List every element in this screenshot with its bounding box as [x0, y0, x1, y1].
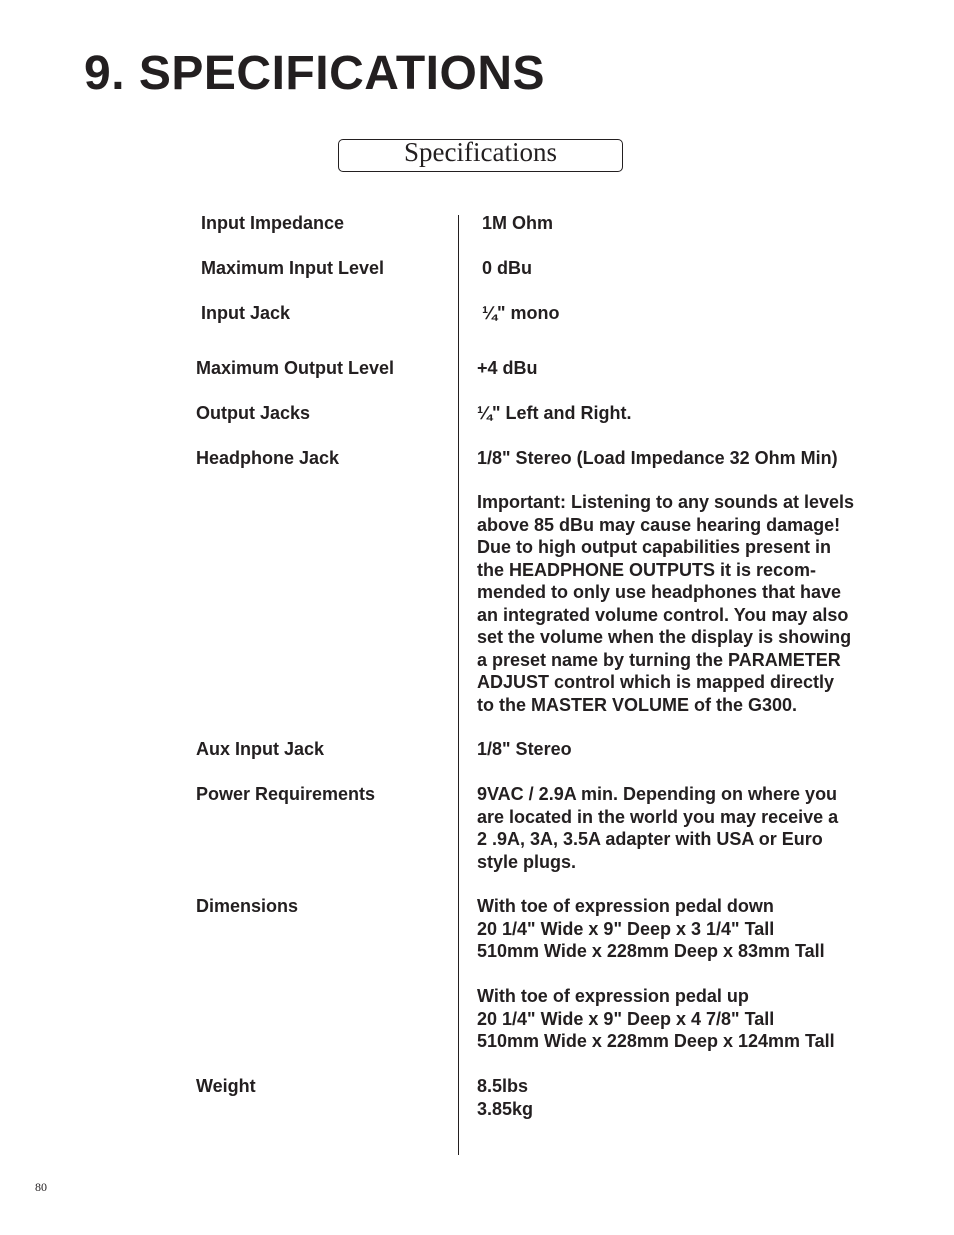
spec-value-line: ¼" mono — [482, 303, 560, 323]
spec-value-aux-input-jack — [477, 738, 887, 761]
spec-label-output-jacks: Output Jacks — [196, 403, 311, 423]
column-divider — [458, 215, 459, 1155]
spec-label-aux-input-jack: Aux Input Jack — [196, 739, 325, 759]
spec-value-line: 20 1/4" Wide x 9" Deep x 4 7/8" Tall — [477, 1008, 775, 1029]
spec-value-line: With toe of expression pedal up — [477, 986, 749, 1006]
spec-value-line: 0 dBu — [482, 258, 533, 278]
spec-value-line: above 85 dBu may cause hearing damage! — [477, 514, 841, 535]
spec-value-line: 3.85kg — [477, 1098, 534, 1119]
spec-label-max-input-level: Maximum Input Level — [201, 258, 385, 278]
spec-value-line: 510mm Wide x 228mm Deep x 83mm Tall — [477, 941, 825, 961]
spec-label-headphone-jack: Headphone Jack — [196, 448, 340, 468]
spec-value-line: Important: Listening to any sounds at levels — [477, 492, 855, 512]
spec-value-dimensions-pedal-up — [477, 985, 887, 1053]
spec-value-line: Due to high output capabilities present in — [477, 537, 832, 557]
spec-value-line: 2 .9A, 3A, 3.5A adapter with USA or Euro — [477, 829, 823, 849]
spec-value-power-requirements — [477, 783, 887, 873]
spec-label-max-output-level: Maximum Output Level — [196, 358, 395, 378]
spec-value-line: a preset name by turning the PARAMETER — [477, 649, 841, 670]
spec-value-line: 1/8" Stereo (Load Impedance 32 Ohm Min) — [477, 448, 838, 468]
spec-value-line: style plugs. — [477, 851, 577, 872]
spec-value-dimensions-pedal-down — [477, 895, 887, 963]
spec-label-weight: Weight — [196, 1076, 256, 1096]
spec-label-input-jack: Input Jack — [201, 303, 291, 323]
spec-value-line: are located in the world you may receive a — [477, 806, 839, 827]
spec-value-line: ¼" Left and Right. — [477, 403, 632, 423]
spec-value-line: 1M Ohm — [482, 213, 554, 233]
headphone-warning-text — [477, 491, 887, 716]
page-title: 9. SPECIFICATIONS — [84, 47, 546, 100]
spec-value-line: mended to only use headphones that have — [477, 582, 842, 602]
spec-value-line: to the MASTER VOLUME of the G300. — [477, 694, 798, 715]
spec-label-dimensions: Dimensions — [196, 896, 299, 916]
spec-value-line: 1/8" Stereo — [477, 739, 572, 759]
spec-value-max-output-level — [477, 357, 887, 380]
spec-value-output-jacks — [477, 402, 887, 425]
spec-value-max-input-level — [482, 257, 892, 280]
spec-value-line: With toe of expression pedal down — [477, 896, 774, 916]
spec-value-input-impedance — [482, 212, 892, 235]
spec-value-line: set the volume when the display is showing — [477, 627, 852, 647]
spec-label-input-impedance: Input Impedance — [201, 213, 345, 233]
section-heading: Specifications — [404, 137, 557, 167]
page-number: 80 — [35, 1180, 47, 1194]
spec-label-power-requirements: Power Requirements — [196, 784, 376, 804]
spec-value-input-jack — [482, 302, 892, 325]
spec-value-headphone-jack — [477, 447, 887, 470]
spec-value-weight — [477, 1075, 887, 1120]
spec-value-line: an integrated volume control. You may also — [477, 604, 849, 625]
spec-value-line: +4 dBu — [477, 358, 538, 378]
spec-value-line: ADJUST control which is mapped directly — [477, 672, 835, 692]
spec-value-line: 8.5lbs — [477, 1076, 529, 1096]
spec-value-line: 9VAC / 2.9A min. Depending on where you — [477, 784, 838, 804]
spec-value-line: 510mm Wide x 228mm Deep x 124mm Tall — [477, 1031, 835, 1051]
spec-value-line: the HEADPHONE OUTPUTS it is recom- — [477, 559, 817, 580]
section-heading-box — [338, 139, 623, 172]
spec-value-line: 20 1/4" Wide x 9" Deep x 3 1/4" Tall — [477, 918, 775, 939]
